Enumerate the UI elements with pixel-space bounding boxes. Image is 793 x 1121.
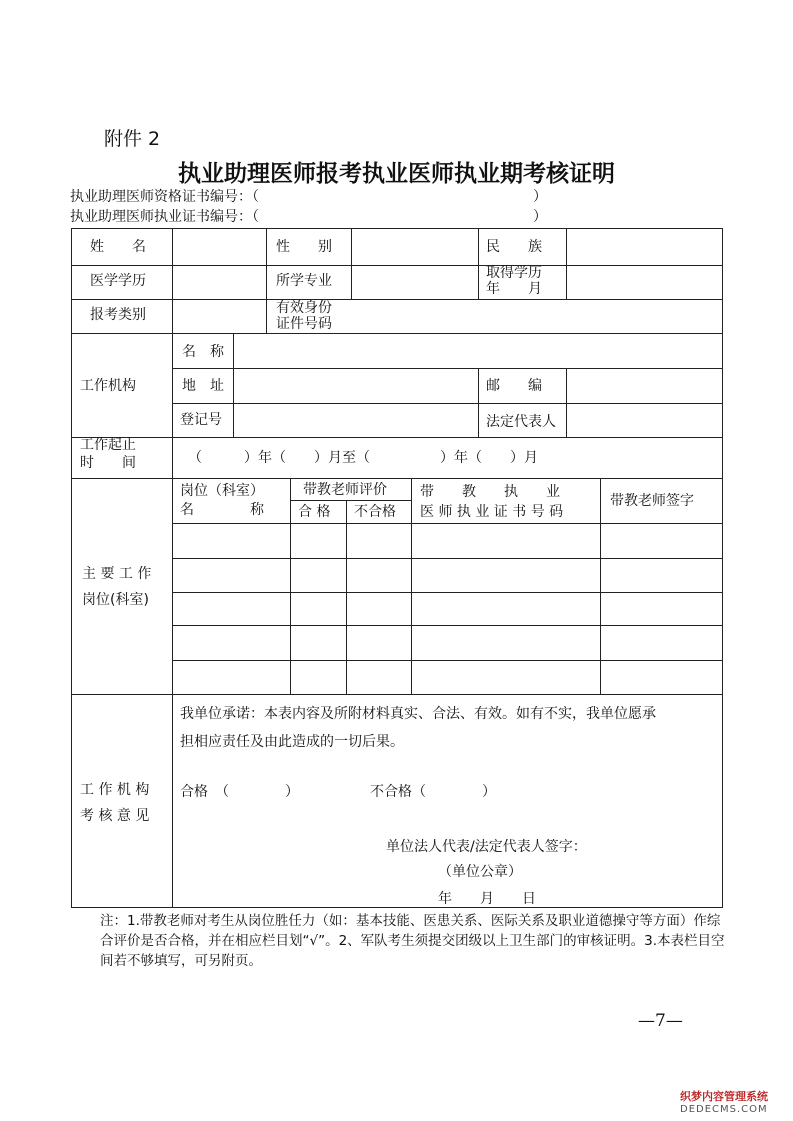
posts-sub: 岗位(科室) [82,592,149,608]
org-address-label: 地 址 [182,378,224,394]
ethnicity-label: 民 族 [486,239,542,255]
id-sub: 证件号码 [276,316,332,332]
org-name-label: 名 称 [182,344,224,360]
practice-cert-close: ） [533,209,547,225]
legal-rep-label: 法定代表人 [486,414,556,430]
major-label: 所学专业 [276,273,332,289]
page-number: —7— [638,1011,683,1031]
qualification-cert-line: 执业助理医师资格证书编号：（ [70,189,259,205]
col-post-label: 岗位（科室） [180,483,264,499]
period-label: 工作起止 [80,437,136,453]
pledge-line-1: 我单位承诺：本表内容及所附材料真实、合法、有效。如有不实，我单位愿承 [180,706,656,722]
fail-option: 不合格（ ） [370,784,496,800]
footnote: 注：1.带教老师对考生从岗位胜任力（如：基本技能、医患关系、医际关系及职业道德操守等方面）作综合评价是否合格，并在相应栏目划“√”。2、军队考生须提交团级以上卫生部门的审核证明。3.本表栏目空间若不够填写，可另附页。 [100,913,725,969]
opinion-label: 工 作 机 构 [80,782,150,798]
degree-date-label: 取得学历 [486,265,542,281]
period-value: （ ）年（ ）月至（ ）年（ ）月 [188,450,538,466]
date-label: 年 月 日 [438,891,536,907]
exam-category-label: 报考类别 [90,307,146,323]
opinion-sub: 考 核 意 见 [80,808,150,824]
col-cert-label: 带 教 执 业 [420,484,560,500]
col-post-sub: 名 称 [180,502,264,518]
watermark-cn: 织梦内容管理系统 [680,1090,768,1103]
practice-cert-line: 执业助理医师执业证书编号：（ [70,209,259,225]
id-label: 有效身份 [276,300,332,316]
gender-label: 性 别 [276,239,332,255]
degree-date-sub: 年 月 [486,281,542,297]
col-pass-label: 合 格 [298,504,331,520]
reg-no-label: 登记号 [180,412,222,428]
pass-option: 合格 （ ） [180,784,299,800]
posts-label: 主 要 工 作 [82,566,152,582]
attachment-label: 附件 2 [104,128,161,150]
col-sign-label: 带教老师签字 [610,493,694,509]
education-label: 医学学历 [90,273,146,289]
signer-label: 单位法人代表/法定代表人签字： [386,839,587,855]
pledge-line-2: 担相应责任及由此造成的一切后果。 [180,734,404,750]
qualification-cert-close: ） [533,189,547,205]
postcode-label: 邮 编 [486,378,542,394]
col-fail-label: 不合格 [354,504,396,520]
org-label: 工作机构 [80,378,136,394]
document-title: 执业助理医师报考执业医师执业期考核证明 [178,160,615,187]
col-cert-sub: 医 师 执 业 证 书 号 码 [420,504,564,520]
watermark-en: DEDECMS.COM [680,1104,768,1115]
period-sub: 时 间 [80,455,136,471]
name-label: 姓 名 [90,239,146,255]
seal-label: （单位公章） [438,864,522,880]
col-eval-label: 带教老师评价 [303,482,387,498]
